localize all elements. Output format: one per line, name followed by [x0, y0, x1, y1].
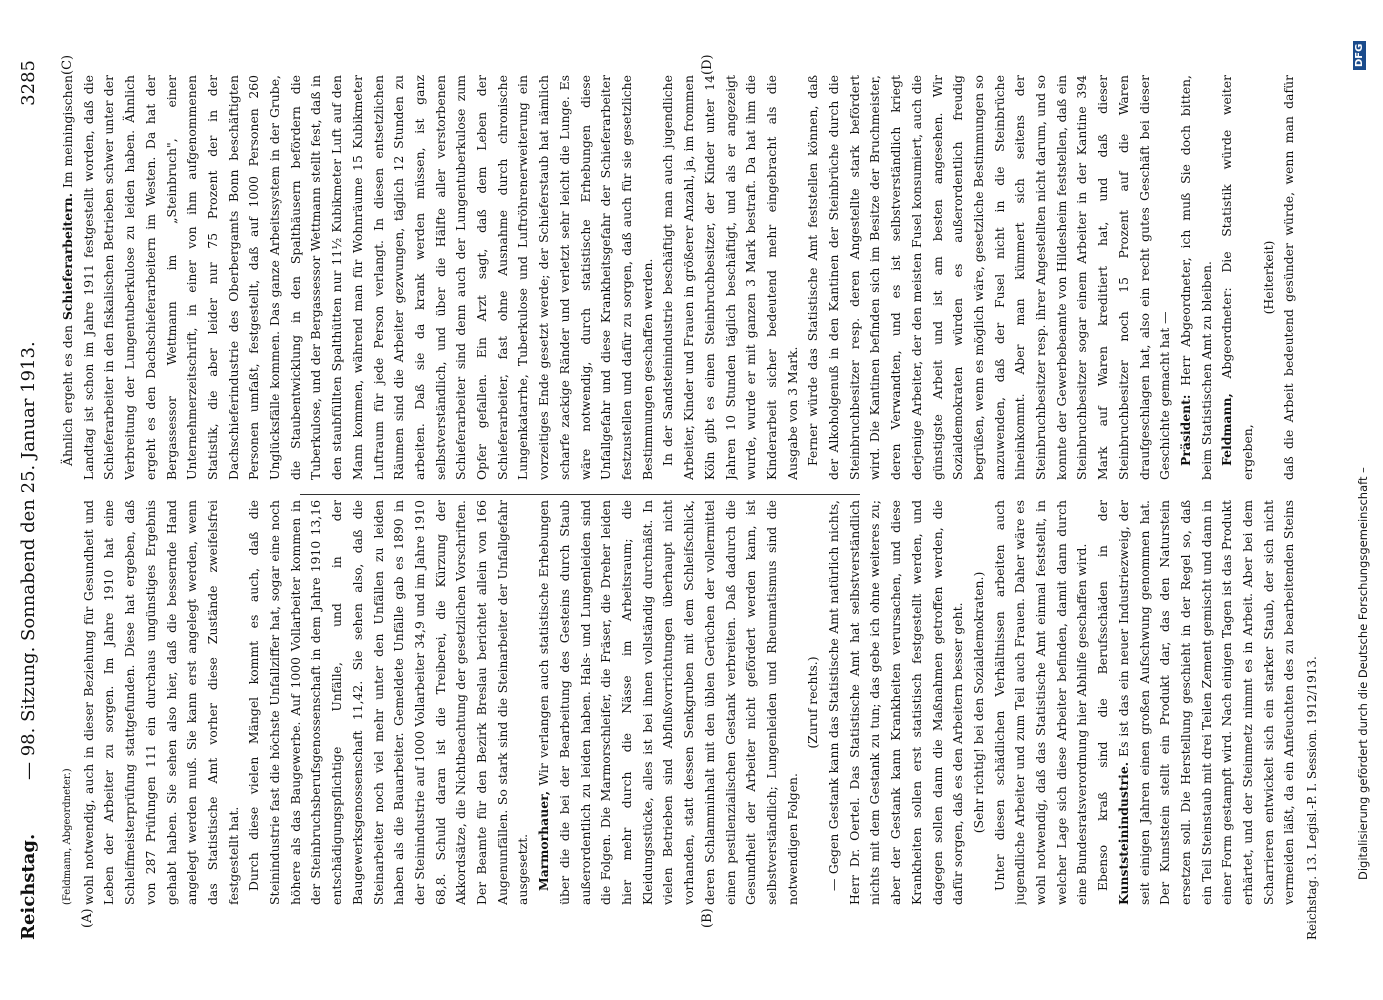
paragraph: In der Sandsteinindustrie beschäftigt man auch jugendliche Arbeiter, Kinder und Frauen in größerer Anzahl, ja, im frommen Köln gibt es einen Steinbruchbesitzer, der Kinder unter 14 Jahren 10 Stunden täglich beschäftigt, und als er angezeigt wurde, wurde er mit ganzen 3 Mark bestraft. Da hat ihm die Kinderarbeit sicher bedeutend mehr eingebracht als die Ausgabe von 3 Mark. — [660, 75, 800, 480]
speaker-name: Feldmann, — [1219, 393, 1235, 466]
margin-mark-d: (D) — [700, 54, 715, 75]
column-divider — [300, 494, 860, 495]
topic-heading: Schieferarbeitern. — [60, 192, 75, 321]
footer-source: Reichstag. 13. Legisl.-P. I. Session. 1912/1913. — [1305, 656, 1319, 940]
header-left: Reichstag. — [18, 833, 39, 940]
interjection: (Sehr richtig! bei den Sozialdemokraten.) — [970, 571, 986, 834]
paragraph-text: Abgeordneter: Die Statistik würde weiter ergeben, — [1219, 75, 1256, 480]
paragraph — [1217, 75, 1258, 480]
left-column — [58, 500, 1298, 905]
page-number: 3285 — [18, 60, 39, 106]
paragraph: — Gegen Gestank kann das Statistische Amt natürlich nichts, Herr Dr. Oertel. Das Statistische Amt hat selbstverständlich nichts mit dem Gestank zu tun; das gebe ich ohne weiteres zu; aber der Gestank kann Krankheiten verursachen, und diese Krankheiten sollen erst statistisch festgestellt werden, und dagegen sollen dann die Maßnahmen getroffen werden, die dafür sorgen, daß es den Arbeitern besser geht. — [826, 500, 966, 905]
margin-mark-c: (C) — [60, 54, 75, 75]
topic-heading: Kunststeinindustrie. — [1115, 761, 1131, 905]
paragraph: Durch diese vielen Mängel kommt es auch, daß die Steinindustrie fast die höchste Unfallziffer hat, sogar eine noch höhere als das Baugewerbe. Auf 1000 Vollarbeiter kommen in der Steinbruchsberufsgenossenschaft in dem Jahre 1910 13,16 entschädigungspflichtige Unfälle, und in der Baugewerksgenossenschaft 11,42. Sie sehen also, daß die Steinarbeiter noch viel mehr unter den Unfällen zu leiden haben als die Bauarbeiter. Gemeldete Unfälle gab es 1890 in der Steinindustrie auf 1000 Vollarbeiter 34,9 und im Jahre 1910 68,8. Schuld daran ist die Treiberei, die Kürzung der Akkordsätze, die Nichtbeachtung der gesetzlichen Vorschriften. Der Beamte für den Bezirk Breslau berichtet allein von 166 Augenunfällen. So stark sind die Steinarbeiter der Unfallgefahr ausgesetzt. — [246, 500, 531, 905]
paragraph — [1093, 500, 1298, 905]
paragraph: wohl notwendig, auch in dieser Beziehung für Gesundheit und Leben der Arbeiter zu sorgen. Im Jahre 1910 hat eine Schleifmeisterprüfung stattgefunden. Diese hat ergeben, daß von 287 Prüfungen 111 ein durchaus ungünstiges Ergebnis gehabt haben. Sie sehen also hier, daß die bessernde Hand angelegt werden muß. Sie kann erst angelegt werden, wenn das Statistische Amt vorher diese Zustände zweifelsfrei festgestellt hat. — [80, 500, 241, 905]
header-center: — 98. Sitzung. Sonnabend den 25. Januar 1913. — [18, 341, 39, 780]
paragraph: Ferner würde das Statistische Amt feststellen können, daß der Alkoholgenuß in den Kantinen der Steinbrüche durch die Steinbruchbesitzer resp. deren Angestellte stark befördert wird. Die Kantinen befinden sich im Besitze der Bruchmeister, deren Verwandten, und es ist selbstverständlich kriegt derjenige Arbeiter, der den meisten Fusel konsumiert, auch die günstigste Arbeit und ist am besten angesehen. Wir Sozialdemokraten würden es außerordentlich freudig begrüßen, wenn es möglich wäre, gesetzliche Bestimmungen so anzuwenden, daß der Fusel nicht in die Steinbrüche hineinkommt. Aber man kümmert sich seitens der Steinbruchbesitzer resp. ihrer Angestellten nicht darum, und so konnte der Gewerbebeamte von Hildesheim feststellen, daß ein Steinbruchbesitzer sogar einem Arbeiter in der Kantine 394 Mark auf Waren kreditiert hat, und daß dieser Steinbruchbesitzer noch 15 Prozent auf die Waren draufgeschlagen hat, also ein recht gutes Geschäft bei dieser Geschichte gemacht hat — — [805, 75, 1173, 480]
dfg-logo: DFG — [1353, 41, 1366, 70]
paragraph-text: Es ist das ein neuer Industriezweig, der seit einigen Jahren einen großen Aufschwung genommen hat. Der Kunststein stellt ein Produkt dar, das den Naturstein ersetzen soll. Die Herstellung geschieht in der Regel so, daß ein Teil Steinstaub mit drei Teilen Zement gemischt und dann in einer Form gestampft wird. Nach einigen Tagen ist das Produkt erhärtet, und der Steinmetz nimmt es in Arbeit. Aber bei dem Scharrieren entwickelt sich ein starker Staub, der sich nicht vermeiden läßt, da ein Anfeuchten des zu bearbeitenden Steins — [1115, 500, 1297, 905]
margin-mark-a: (A) — [80, 908, 95, 928]
right-column — [58, 75, 1298, 480]
paragraph: daß die Arbeit bedeutend gesünder würde, wenn man dafür — [1281, 75, 1297, 480]
paragraph-text: Herr Abgeordneter, ich muß Sie doch bitten, beim Statistischen Amt zu bleiben. — [1177, 75, 1214, 480]
speaker-name: Präsident: — [1177, 394, 1193, 466]
topic-heading: Marmorhauer, — [536, 790, 552, 891]
paragraph-lead: Ähnlich ergeht es den — [60, 325, 75, 466]
paragraph-lead: Ebenso kraß sind die Berufsschäden in der — [1095, 500, 1111, 891]
paragraph — [1176, 75, 1217, 480]
funding-note: Digitalisierung gefördert durch die Deutsche Forschungsgemeinschaft – — [1356, 467, 1370, 880]
paragraph: Unter diesen schädlichen Verhältnissen arbeiten auch jugendliche Arbeiter und zum Teil auch Frauen. Daher wäre es wohl notwendig, daß das Statistische Amt einmal feststellt, in welcher Lage sich diese Arbeiter befinden, damit dann durch eine Bundesratsverordnung hier Abhilfe geschaffen wird. — [991, 500, 1090, 905]
page-footer — [1305, 60, 1319, 940]
speaker-continuation: (Feldmann, Abgeordneter.) — [62, 768, 73, 905]
interjection: (Heiterkeit) — [1260, 240, 1276, 315]
paragraph-text: Im meiningischen Landtag ist schon im Jahre 1911 festgestellt worden, daß die Schieferarbeiter in den fiskalischen Betrieben schwer unter der Verbreitung der Lungentuberkulose zu leiden haben. Ähnlich ergeht es den Dachschieferarbeitern im Westen. Da hat der Bergassessor Wettmann im „Steinbruch", einer Unternehmerzeitschrift, in einer von ihm aufgenommenen Statistik, die aber leider nur 75 Prozent der in der Dachschieferindustrie des Oberbergamts Bonn beschäftigten Personen umfaßt, festgestellt, daß auf 1000 Personen 260 Unglücksfälle kommen. Das ganze Arbeitssystem in der Grube, die Staubentwicklung in den Spalthäusern befördern die Tuberkulose, und der Bergassessor Wettmann stellt fest, daß in den staubfüllten Spalthütten nur 11½ Kubikmeter Luft auf den Mann kommen, während man für Wohnräume 15 Kubikmeter Luftraum für jede Person verlangt. In diesen entsetzlichen Räumen sind die Arbeiter gezwungen, täglich 12 Stunden zu arbeiten. Daß sie da krank werden müssen, ist ganz selbstverständlich, und über die Hälfte aller verstorbenen Schieferarbeiter sind denn auch der Lungentuberkulose zum Opfer gefallen. Ein Arzt sagt, daß dem Leben der Schieferarbeiter, fast ohne Ausnahme durch chronische Lungenkatarrhe, Tuberkulose und Luftröhrenerweiterung ein vorzeitiges Ende gesetzt werde; der Schieferstaub hat nämlich scharfe zackige Ränder und verletzt sehr leicht die Lunge. Es wäre notwendig, durch statistische Erhebungen diese Unfallgefahr und diese Krankheitsgefahr der Schieferarbeiter festzustellen und dafür zu sorgen, daß auch für sie gesetzliche Bestimmungen geschaffen werden. — [60, 75, 655, 480]
paragraph-text: Wir verlangen auch statistische Erhebungen über die die bei der Bearbeitung des Gesteins durch Staub außerordentlich zu leiden haben. Hals- und Lungenleiden sind die Folgen. Die Marmorschleifer, die Fräser, die Dreher leiden hier mehr durch die Nässe im Arbeitsraum; die Kleidungsstücke, alles ist bei ihnen vollständig durchnäßt. In vielen Betrieben sind Abflußvorrichtungen überhaupt nicht vorhanden, statt dessen Senkgruben mit dem Schleifschlick, deren Schlamminhalt mit den üblen Gerüchen der vollermittel einen pestilenzialischen Gestank verbreiten. Daß dadurch die Gesundheit der Arbeiter nicht gefördert werden kann, ist selbstverständlich; Lungenleiden und Rheumatismus sind die notwendigen Folgen. — [536, 500, 800, 905]
paragraph — [534, 500, 803, 905]
paragraph — [58, 75, 658, 480]
margin-mark-b: (B) — [700, 908, 715, 928]
interjection: (Zuruf rechts.) — [805, 656, 821, 749]
